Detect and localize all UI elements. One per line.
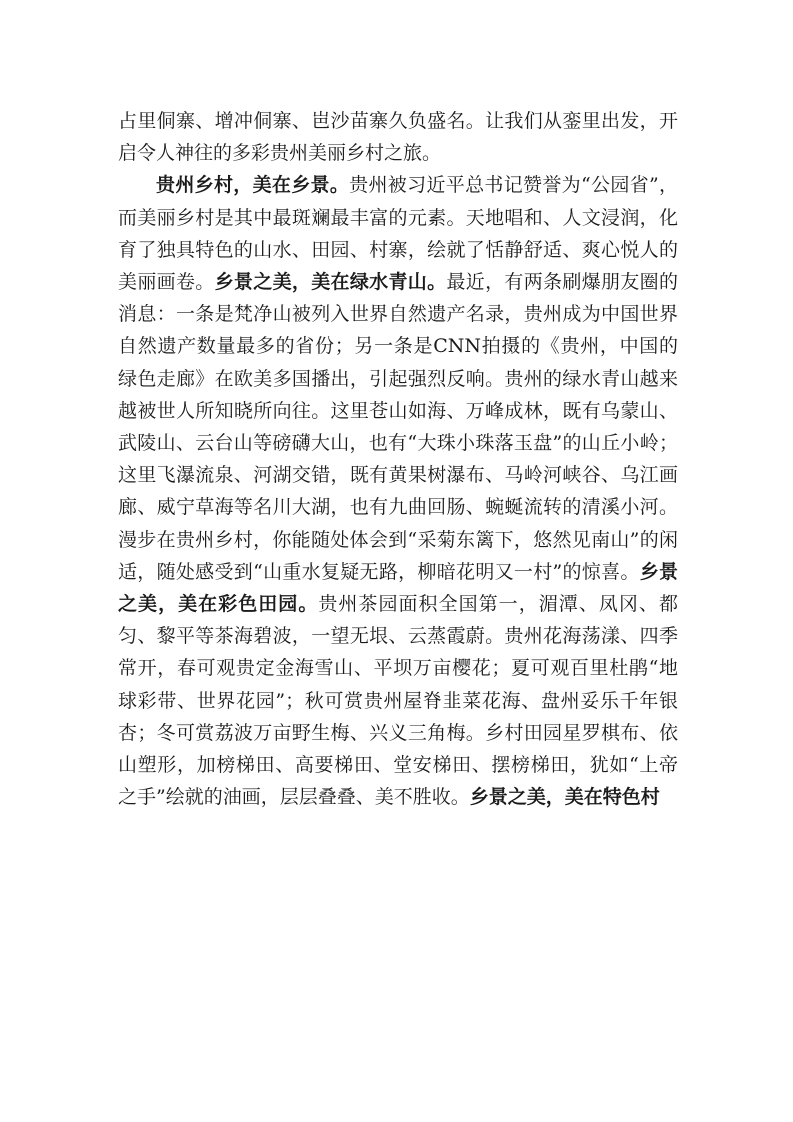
heading-rural-scenery: 贵州乡村，美在乡景。: [156, 174, 350, 197]
paragraph-2-text-c: 贵州茶园面积全国第一，湄潭、凤冈、都匀、黎平等茶海碧波，一望无垠、云蒸霞蔚。贵州花海荡漾、四季常开，春可观贵定金海雪山、平坝万亩樱花；夏可观百里杜鹃“地球彩带、世界花园”；秋可赏贵州屋脊韭菜花海、盘州妥乐千年银杏；冬可赏荔波万亩野生梅、兴义三角梅。乡村田园星罗棋布、依山塑形，加榜梯田、高要梯田、堂安梯田、摆榜梯田，犹如“上帝之手”绘就的油画，层层叠叠、美不胜收。: [118, 593, 678, 809]
subheading-green-mountains: 乡景之美，美在绿水青山。: [214, 271, 447, 294]
paragraph-2-text-a: 贵州被习近平总书记赞誉为“公园省”，而美丽乡村是其中最斑斓最丰富的元素。天地唱和、人文浸润，化育了独具特色的山水、田园、村寨，绘就了恬静舒适、爽心悦人的美丽画卷。: [118, 174, 678, 294]
subheading-villages: 乡景之美，美在特色村: [469, 786, 660, 809]
paragraph-2: [118, 169, 678, 813]
paragraph-1: [118, 105, 678, 169]
subheading-colorful-fields: 乡景之美，美在彩色田园。: [118, 560, 678, 616]
body-text: [118, 105, 678, 813]
paragraph-2-text-b: 最近，有两条刷爆朋友圈的消息：一条是梵净山被列入世界自然遗产名录，贵州成为中国世界自然遗产数量最多的省份；另一条是CNN拍摄的《贵州，中国的绿色走廊》在欧美多国播出，引起强烈反响。贵州的绿水青山越来越被世人所知晓所向往。这里苍山如海、万峰成林，既有乌蒙山、武陵山、云台山等磅礴大山，也有“大珠小珠落玉盘”的山丘小岭；这里飞瀑流泉、河湖交错，既有黄果树瀑布、马岭河峡谷、乌江画廊、威宁草海等名川大湖，也有九曲回肠、蜿蜒流转的清溪小河。漫步在贵州乡村，你能随处体会到“采菊东篱下，悠然见南山”的闲适，随处感受到“山重水复疑无路，柳暗花明又一村”的惊喜。: [118, 271, 678, 583]
paragraph-1-text: 占里侗寨、增冲侗寨、岜沙苗寨久负盛名。让我们从銮里出发，开启令人神往的多彩贵州美丽乡村之旅。: [118, 110, 678, 165]
